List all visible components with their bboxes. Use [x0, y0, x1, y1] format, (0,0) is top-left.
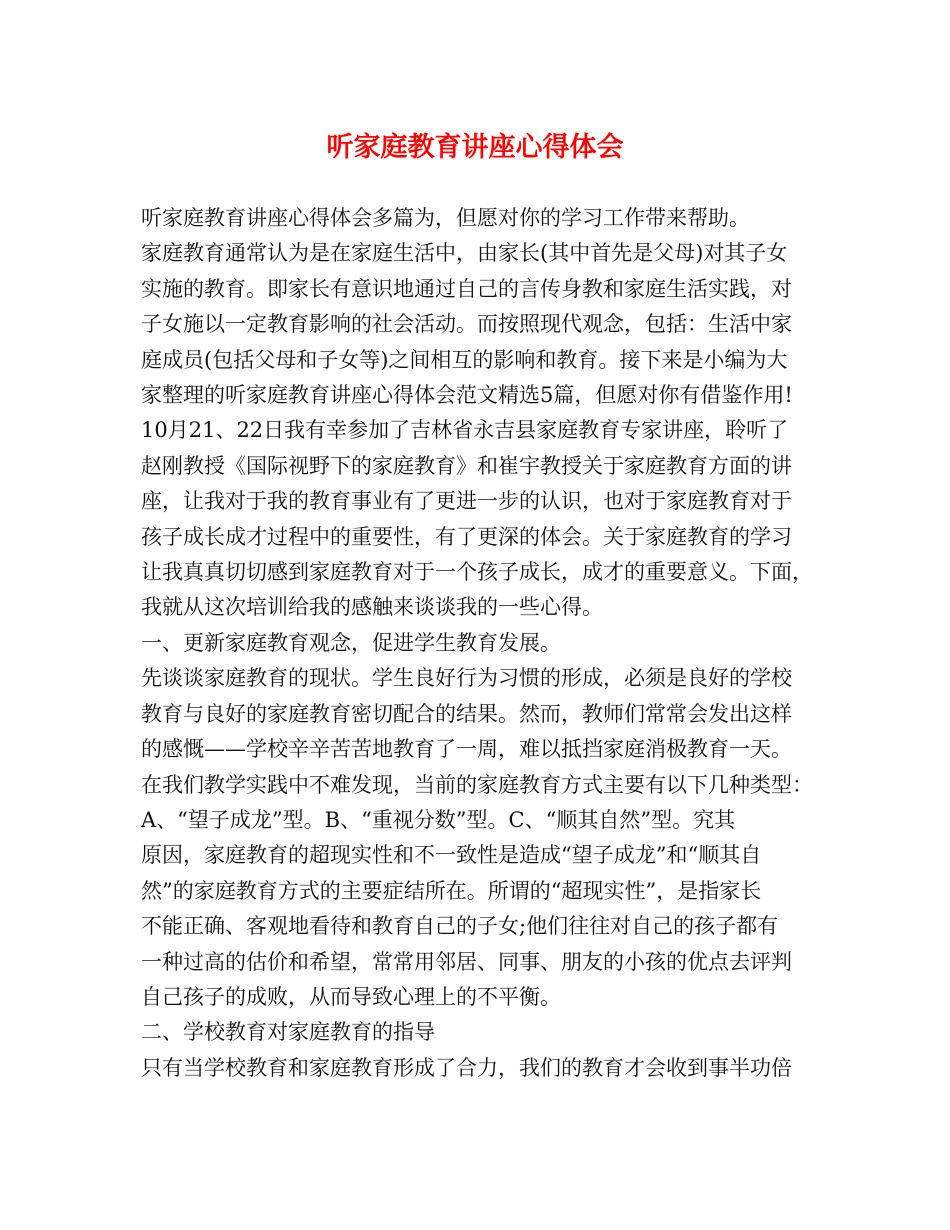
- body-line: 座，让我对于我的教育事业有了更进一步的认识，也对于家庭教育对于: [141, 489, 792, 514]
- body-line: 孩子成长成才过程中的重要性，有了更深的体会。关于家庭教育的学习: [141, 524, 792, 549]
- body-line: 先谈谈家庭教育的现状。学生良好行为习惯的形成，必须是良好的学校: [141, 666, 792, 691]
- body-line: 的感慨——学校辛辛苦苦地教育了一周，难以抵挡家庭消极教育一天。: [141, 737, 792, 762]
- body-line: 一种过高的估价和希望，常常用邻居、同事、朋友的小孩的优点去评判: [141, 949, 792, 974]
- body-line: 原因，家庭教育的超现实性和不一致性是造成“望子成龙”和“顺其自: [141, 843, 762, 868]
- section-heading: 二、学校教育对家庭教育的指导: [141, 1020, 435, 1045]
- body-line: 在我们教学实践中不难发现，当前的家庭教育方式主要有以下几种类型：: [141, 772, 813, 797]
- body-line: 赵刚教授《国际视野下的家庭教育》和崔宇教授关于家庭教育方面的讲: [141, 453, 792, 478]
- body-line: 实施的教育。即家长有意识地通过自己的言传身教和家庭生活实践，对: [141, 276, 792, 301]
- body-line: A、“望子成龙”型。B、“重视分数”型。C、“顺其自然”型。究其: [141, 807, 736, 832]
- body-line: 家庭教育通常认为是在家庭生活中，由家长(其中首先是父母)对其子女: [141, 241, 788, 266]
- body-line: 教育与良好的家庭教育密切配合的结果。然而，教师们常常会发出这样: [141, 701, 792, 726]
- body-line: 不能正确、客观地看待和教育自己的子女;他们往往对自己的孩子都有: [141, 914, 779, 939]
- body-line: 家整理的听家庭教育讲座心得体会范文精选5篇，但愿对你有借鉴作用!: [141, 383, 793, 408]
- body-line: 听家庭教育讲座心得体会多篇为，但愿对你的学习工作带来帮助。: [141, 206, 750, 230]
- body-line: 子女施以一定教育影响的社会活动。而按照现代观念，包括：生活中家: [141, 312, 792, 337]
- body-line: 我就从这次培训给我的感触来谈谈我的一些心得。: [141, 595, 603, 620]
- body-line: 只有当学校教育和家庭教育形成了合力，我们的教育才会收到事半功倍: [141, 1055, 792, 1080]
- body-line: 让我真真切切感到家庭教育对于一个孩子成长，成才的重要意义。下面，: [141, 560, 813, 585]
- section-heading: 一、更新家庭教育观念，促进学生教育发展。: [141, 630, 561, 655]
- document-body: [141, 201, 821, 1086]
- body-line: 10月21、22日我有幸参加了吉林省永吉县家庭教育专家讲座，聆听了: [141, 418, 789, 443]
- body-line: 自己孩子的成败，从而导致心理上的不平衡。: [141, 984, 561, 1009]
- document-title: 听家庭教育讲座心得体会: [326, 132, 624, 163]
- body-line: 然”的家庭教育方式的主要症结所在。所谓的“超现实性”，是指家长: [141, 878, 762, 903]
- body-line: 庭成员(包括父母和子女等)之间相互的影响和教育。接下来是小编为大: [141, 347, 788, 372]
